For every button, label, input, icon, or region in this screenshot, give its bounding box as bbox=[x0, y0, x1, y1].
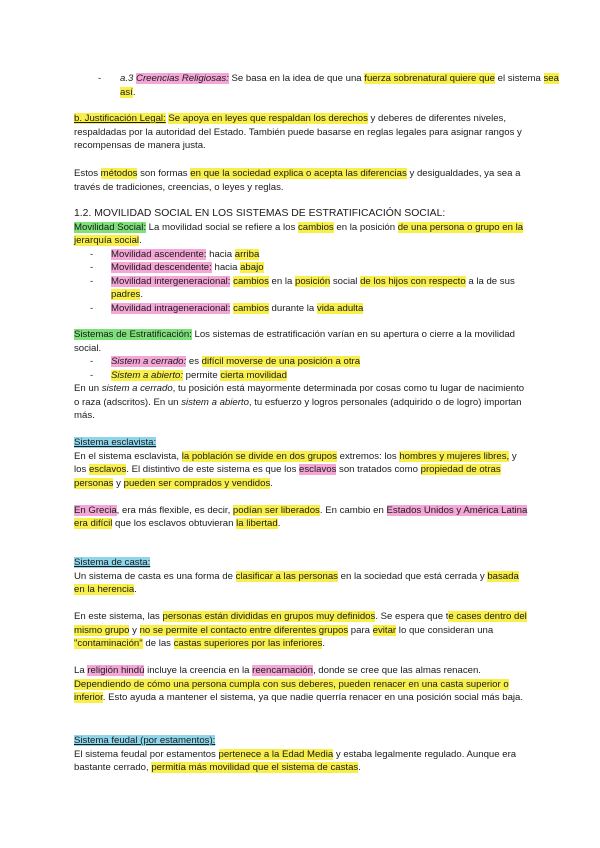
paragraph-religion-hindu bbox=[74, 664, 528, 705]
text: hacia bbox=[211, 262, 241, 273]
paragraph-metodos bbox=[74, 167, 528, 194]
text: incluye la creencia en la bbox=[144, 665, 253, 676]
esclavista-heading: Sistema esclavista: bbox=[74, 437, 157, 448]
text: y bbox=[129, 624, 140, 636]
text: y deberes de diferentes niveles, respaldadas por la autoridad del Estado. También puede basarse en reglas legales para asignar rangos y recompensas de manera justa. bbox=[74, 113, 522, 151]
highlight: esclavos bbox=[88, 464, 127, 475]
highlight: podían ser liberados bbox=[232, 504, 320, 516]
paragraph-casta bbox=[74, 570, 528, 597]
text: . Se espera que t bbox=[375, 611, 449, 622]
text: y desigualdades, ya sea a través de tradiciones, creencias, o leyes y reglas. bbox=[74, 168, 521, 193]
highlight: clasificar a las personas bbox=[235, 570, 338, 582]
highlight: de una persona o grupo en la jerarquía social bbox=[74, 221, 524, 246]
text: en la bbox=[268, 275, 296, 287]
text: . En cambio en bbox=[319, 504, 387, 516]
paragraph-cerrado-abierto bbox=[74, 382, 528, 423]
bullet-cerrado bbox=[74, 355, 528, 369]
highlight: castas superiores por las inferiores bbox=[173, 638, 323, 649]
section-heading: 1.2. MOVILIDAD SOCIAL EN LOS SISTEMAS DE ESTRATIFICACIÓN SOCIAL: bbox=[74, 208, 446, 219]
highlight: Se apoya en leyes que respaldan los derechos bbox=[168, 113, 368, 124]
text: . bbox=[134, 584, 137, 595]
bullet-intergeneracional bbox=[74, 275, 528, 302]
text: son tratados como bbox=[336, 464, 421, 475]
text: durante la bbox=[268, 302, 317, 314]
bullet-abierto bbox=[74, 369, 528, 383]
text: . bbox=[270, 477, 273, 489]
paragraph-feudal bbox=[74, 748, 528, 775]
text: son formas bbox=[137, 168, 191, 179]
text: En este sistema, las bbox=[74, 611, 163, 622]
highlight: propiedad de otras personas bbox=[74, 464, 501, 489]
text: a la de sus bbox=[465, 275, 515, 287]
text: . bbox=[132, 86, 136, 98]
term: Movilidad Social: bbox=[74, 221, 146, 233]
highlight: sea así bbox=[120, 73, 559, 98]
text: , donde se cree que las almas renacen. bbox=[312, 665, 481, 676]
highlight: e cases dentro del mismo grupo bbox=[74, 611, 527, 636]
section-feudal bbox=[74, 734, 528, 775]
highlight: métodos bbox=[100, 168, 138, 179]
section-esclavista bbox=[74, 436, 528, 531]
highlight: posición bbox=[295, 275, 331, 287]
highlight: evitar bbox=[372, 624, 397, 636]
highlight: la población se divide en dos grupos bbox=[181, 450, 337, 462]
feudal-heading: Sistema feudal (por estamentos): bbox=[74, 735, 216, 746]
term: Movilidad ascendente: bbox=[111, 248, 207, 260]
text: y estaba legalmente regulado. Aunque era bastante cerrado, bbox=[74, 748, 517, 773]
highlight: la libertad bbox=[236, 518, 278, 529]
text: permite bbox=[183, 369, 221, 381]
text: sistem a abierto bbox=[181, 396, 249, 408]
term: Sistem a cerrado: bbox=[111, 356, 187, 367]
paragraph-esclavista bbox=[74, 450, 528, 491]
text: Los sistemas de estratificación varían en su apertura o cierre a la movilidad social. bbox=[74, 329, 515, 354]
text: , era más flexible, es decir, bbox=[116, 504, 233, 516]
text: para bbox=[348, 624, 373, 636]
text: . bbox=[277, 518, 281, 529]
text: y bbox=[113, 477, 124, 489]
text: , tu posición está mayormente determinada por cosas como tu lugar de nacimiento o raza (adscritos). En un bbox=[74, 383, 525, 408]
text: en la posición bbox=[333, 221, 398, 233]
text: lo que consideran una bbox=[396, 624, 494, 636]
highlight: en que la sociedad explica o acepta las diferencias bbox=[190, 168, 407, 179]
text: extremos: los bbox=[336, 450, 400, 462]
section-sistemas-estratificacion bbox=[74, 328, 528, 423]
text: hacia bbox=[206, 248, 235, 260]
paragraph-grecia bbox=[74, 504, 528, 531]
highlight: fuerza sobrenatural quiere que bbox=[364, 73, 495, 84]
highlight: cambios bbox=[233, 275, 269, 287]
highlight: En Grecia bbox=[74, 504, 117, 516]
highlight: de los hijos con respecto bbox=[360, 275, 466, 287]
highlight: cambios bbox=[233, 302, 269, 314]
highlight: reencarnación bbox=[252, 665, 313, 676]
term: Sistem a abierto: bbox=[111, 369, 183, 381]
text: . El distintivo de este sistema es que los bbox=[126, 464, 300, 475]
highlight: abajo bbox=[240, 262, 264, 273]
b-label: b. Justificación Legal: bbox=[74, 113, 166, 124]
bullet-ascendente bbox=[74, 248, 528, 262]
highlight: padres bbox=[111, 289, 141, 300]
bullet-descendente bbox=[74, 261, 528, 275]
casta-heading: Sistema de casta: bbox=[74, 557, 151, 568]
a3-label: a.3 bbox=[120, 73, 134, 84]
text: el sistema bbox=[494, 73, 544, 84]
highlight: hombres y mujeres libres, bbox=[399, 450, 510, 462]
text: . bbox=[358, 762, 361, 773]
text: Se basa en la idea de que una bbox=[228, 73, 365, 84]
text: Un sistema de casta es una forma de bbox=[74, 570, 236, 582]
text: social bbox=[330, 275, 361, 287]
highlight: "contaminación" bbox=[74, 638, 143, 649]
highlight: cambios bbox=[297, 221, 334, 233]
highlight: personas están divididas en grupos muy definidos bbox=[162, 611, 376, 622]
term: Movilidad intrageneracional: bbox=[111, 302, 231, 314]
highlight: no se permite el contacto entre diferentes grupos bbox=[139, 624, 349, 636]
bullet-intrageneracional bbox=[74, 302, 528, 316]
paragraph-casta-grupos bbox=[74, 610, 528, 651]
text: La movilidad social se refiere a los bbox=[146, 221, 298, 233]
highlight: era difícil bbox=[74, 518, 113, 529]
term: Movilidad descendente: bbox=[111, 262, 212, 273]
highlight: permitía más movilidad que el sistema de castas bbox=[151, 762, 359, 773]
text: en la sociedad que está cerrada y bbox=[337, 570, 488, 582]
highlight: basada en la herencia bbox=[74, 570, 519, 595]
highlight: Dependiendo de cómo una persona cumpla con sus deberes, pueden renacer en una casta superior o inferior bbox=[74, 678, 509, 703]
a3-term: Creencias Religiosas: bbox=[136, 73, 229, 84]
highlight: esclavos bbox=[299, 464, 337, 475]
text: El sistema feudal por estamentos bbox=[74, 748, 219, 760]
highlight: cierta movilidad bbox=[220, 369, 287, 381]
paragraph-sistemas bbox=[74, 328, 528, 355]
highlight: religión hindú bbox=[87, 665, 145, 676]
highlight: pertenece a la Edad Media bbox=[218, 748, 334, 760]
text: . bbox=[322, 638, 326, 649]
text: . Esto ayuda a mantener el sistema, ya que nadie querría renacer en una posición social más baja. bbox=[102, 692, 524, 703]
highlight: vida adulta bbox=[316, 302, 364, 314]
paragraph-justificacion-legal bbox=[74, 112, 528, 153]
text: es bbox=[186, 356, 202, 367]
text: . bbox=[140, 289, 144, 300]
text: Estos bbox=[74, 168, 101, 179]
text: , tu esfuerzo y logros personales (adquirido o de logro) importan más. bbox=[74, 396, 522, 421]
text: de las bbox=[142, 638, 174, 649]
section-1-2 bbox=[74, 207, 528, 315]
term: Sistemas de Estratificación: bbox=[74, 329, 192, 340]
paragraph-movilidad-social bbox=[74, 221, 528, 248]
bullet-a3 bbox=[74, 72, 574, 99]
text: sistem a cerrado bbox=[101, 383, 173, 394]
text: La bbox=[74, 665, 88, 676]
text: que los esclavos obtuvieran bbox=[112, 518, 237, 529]
term: Movilidad intergeneracional: bbox=[111, 275, 231, 287]
text: En un bbox=[74, 383, 102, 394]
highlight: pueden ser comprados y vendidos bbox=[123, 477, 271, 489]
text: y los bbox=[74, 450, 517, 475]
text: . bbox=[139, 235, 142, 246]
highlight: Estados Unidos y América Latina bbox=[386, 504, 528, 516]
text: En el sistema esclavista, bbox=[74, 450, 182, 462]
section-casta bbox=[74, 556, 528, 705]
highlight: difícil moverse de una posición a otra bbox=[201, 356, 361, 367]
highlight: arriba bbox=[234, 248, 260, 260]
